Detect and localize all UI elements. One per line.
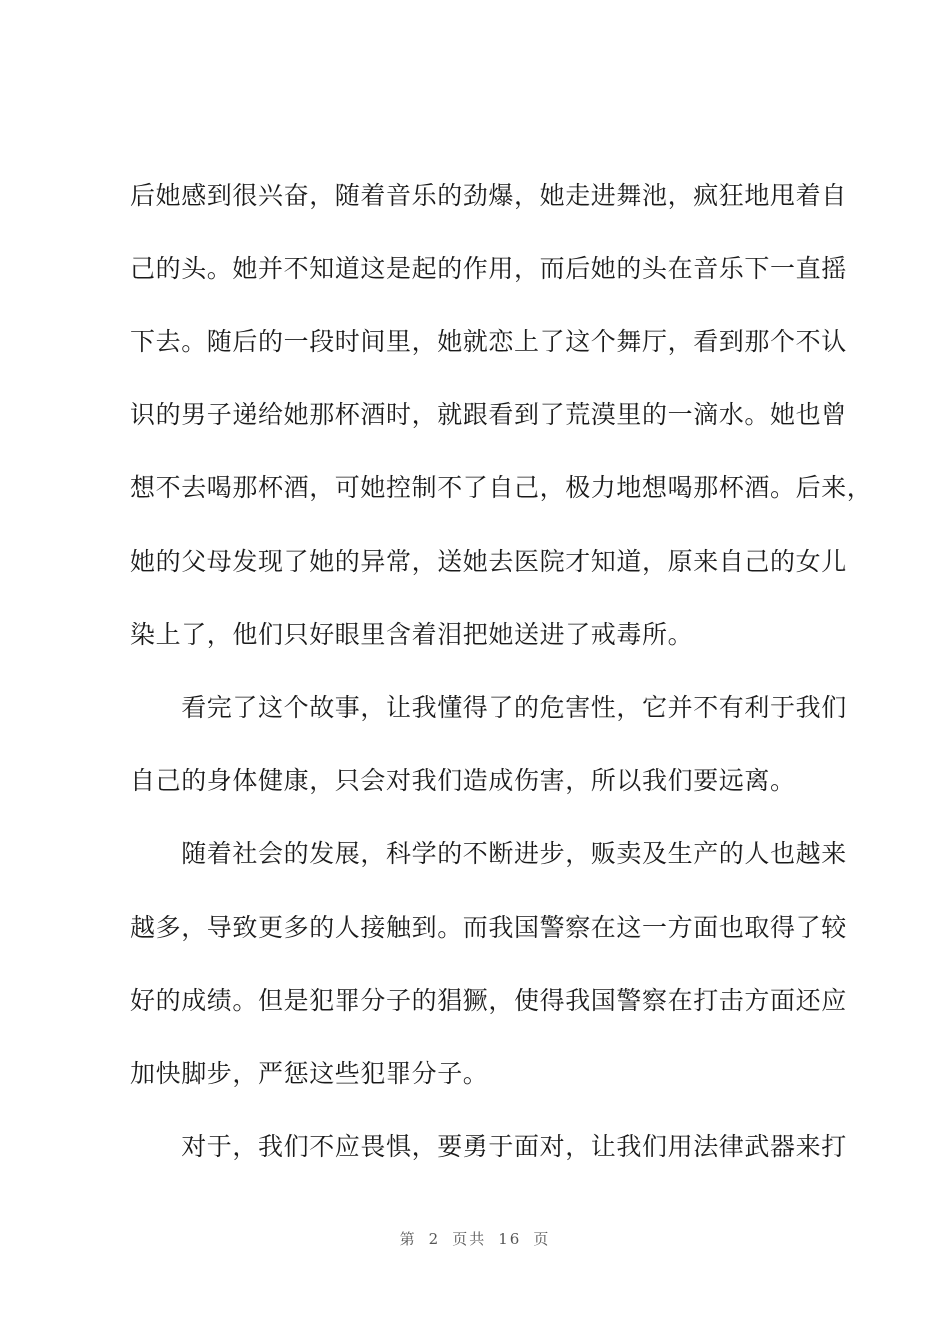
body-line-8: 看完了这个故事，让我懂得了的危害性，它并不有利于我们 (130, 693, 847, 722)
body-line-10: 随着社会的发展，科学的不断进步，贩卖及生产的人也越来 (130, 839, 847, 868)
body-line-11: 越多，导致更多的人接触到。而我国警察在这一方面也取得了较 (130, 913, 847, 942)
footer-page-number: 2 (428, 1230, 441, 1248)
body-line-13: 加快脚步，严惩这些犯罪分子。 (130, 1059, 489, 1088)
body-line-14: 对于，我们不应畏惧，要勇于面对，让我们用法律武器来打 (130, 1132, 847, 1161)
body-line-2: 己的头。她并不知道这是起的作用，而后她的头在音乐下一直摇 (130, 254, 847, 283)
footer-prefix: 第 (399, 1230, 417, 1248)
footer-mid: 页共 (452, 1230, 487, 1248)
body-line-1: 后她感到很兴奋，随着音乐的劲爆，她走进舞池，疯狂地甩着自 (130, 181, 847, 210)
body-line-12: 好的成绩。但是犯罪分子的猖獗，使得我国警察在打击方面还应 (130, 986, 847, 1015)
body-line-4: 识的男子递给她那杯酒时，就跟看到了荒漠里的一滴水。她也曾 (130, 400, 847, 429)
body-line-6: 她的父母发现了她的异常，送她去医院才知道，原来自己的女儿 (130, 547, 847, 576)
body-line-3: 下去。随后的一段时间里，她就恋上了这个舞厅，看到那个不认 (130, 327, 847, 356)
page-footer (0, 1228, 950, 1249)
body-line-7: 染上了，他们只好眼里含着泪把她送进了戒毒所。 (130, 620, 694, 649)
body-line-5: 想不去喝那杯酒，可她控制不了自己，极力地想喝那杯酒。后来， (130, 473, 873, 502)
body-line-9: 自己的身体健康，只会对我们造成伤害，所以我们要远离。 (130, 766, 796, 795)
footer-suffix: 页 (533, 1230, 551, 1248)
footer-total-pages: 16 (498, 1230, 522, 1248)
